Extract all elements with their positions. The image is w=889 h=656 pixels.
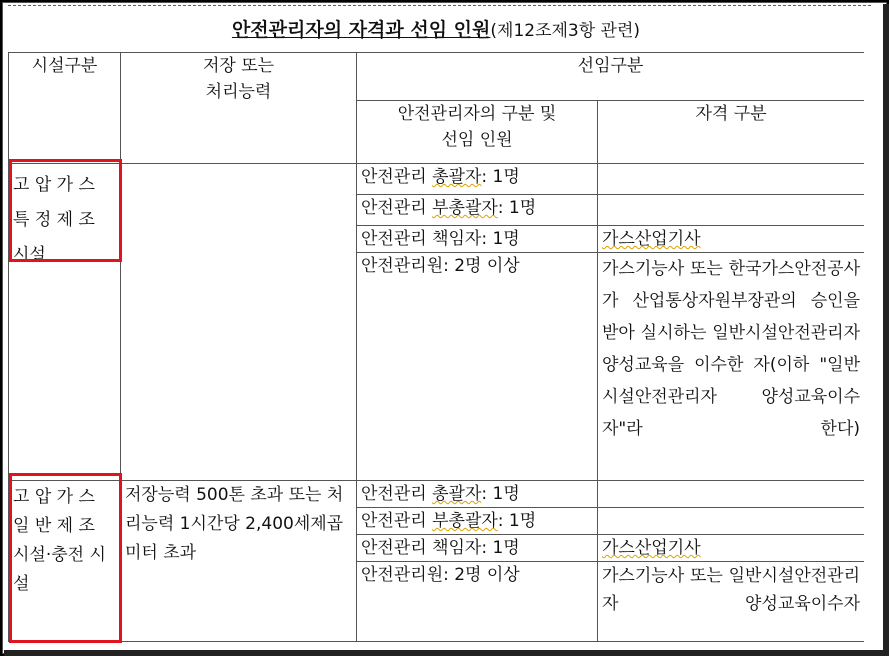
qualification-cell — [598, 164, 865, 195]
title-main: 안전관리자의 자격과 선임 인원 — [231, 19, 491, 41]
capacity-cell: 저장능력 500톤 초과 또는 처리능력 1시간당 2,400세제곱미터 초과 — [121, 481, 357, 642]
role-cell: 안전관리 총괄자: 1명 — [357, 164, 598, 195]
role-cell: 안전관리 총괄자: 1명 — [357, 481, 598, 508]
header-manager-type-line1: 안전관리자의 구분 및 — [397, 104, 557, 124]
qualification-cell: 가스산업기사 — [598, 226, 865, 253]
table-title — [8, 8, 864, 52]
capacity-cell — [121, 164, 357, 481]
header-manager-type — [357, 101, 598, 164]
qualification-cell: 가스산업기사 — [598, 535, 865, 562]
facility-cell: 고 압 가 스 일 반 제 조 시설·충전 시설 — [9, 481, 121, 642]
document-sheet — [8, 8, 864, 656]
role-cell: 안전관리원: 2명 이상 — [357, 562, 598, 642]
qualification-table — [8, 52, 864, 642]
role-cell: 안전관리원: 2명 이상 — [357, 253, 598, 481]
header-qualification: 자격 구분 — [598, 101, 865, 164]
header-capacity-line2: 처리능력 — [205, 82, 272, 102]
header-capacity — [121, 53, 357, 164]
table-row — [9, 164, 865, 195]
header-row-1 — [9, 53, 865, 101]
header-manager-type-line2: 선임 인원 — [441, 130, 513, 150]
qualification-cell: 가스기능사 또는 일반시설안전관리자 양성교육이수자 — [598, 562, 865, 642]
header-appointment: 선임구분 — [357, 53, 865, 101]
role-cell: 안전관리 부총괄자: 1명 — [357, 508, 598, 535]
qualification-cell — [598, 481, 865, 508]
header-capacity-line1: 저장 또는 — [202, 56, 275, 76]
qualification-cell: 가스기능사 또는 한국가스안전공사가 산업통상자원부장관의 승인을 받아 실시하는 일반시설안전관리자 양성교육을 이수한 자(이하 "일반시설안전관리자 양성교육이수자"라 한다) — [598, 253, 865, 481]
title-sub: (제12조제3항 관련) — [490, 21, 641, 41]
facility-cell: 고 압 가 스 특 정 제 조 시설 — [9, 164, 121, 481]
page-break-line — [8, 5, 871, 6]
role-cell: 안전관리 책임자: 1명 — [357, 226, 598, 253]
header-facility: 시설구분 — [9, 53, 121, 164]
role-cell: 안전관리 부총괄자: 1명 — [357, 195, 598, 226]
qualification-cell — [598, 195, 865, 226]
table-row — [9, 481, 865, 508]
qualification-cell — [598, 508, 865, 535]
role-cell: 안전관리 책임자: 1명 — [357, 535, 598, 562]
frame-shadow-right — [883, 4, 889, 656]
